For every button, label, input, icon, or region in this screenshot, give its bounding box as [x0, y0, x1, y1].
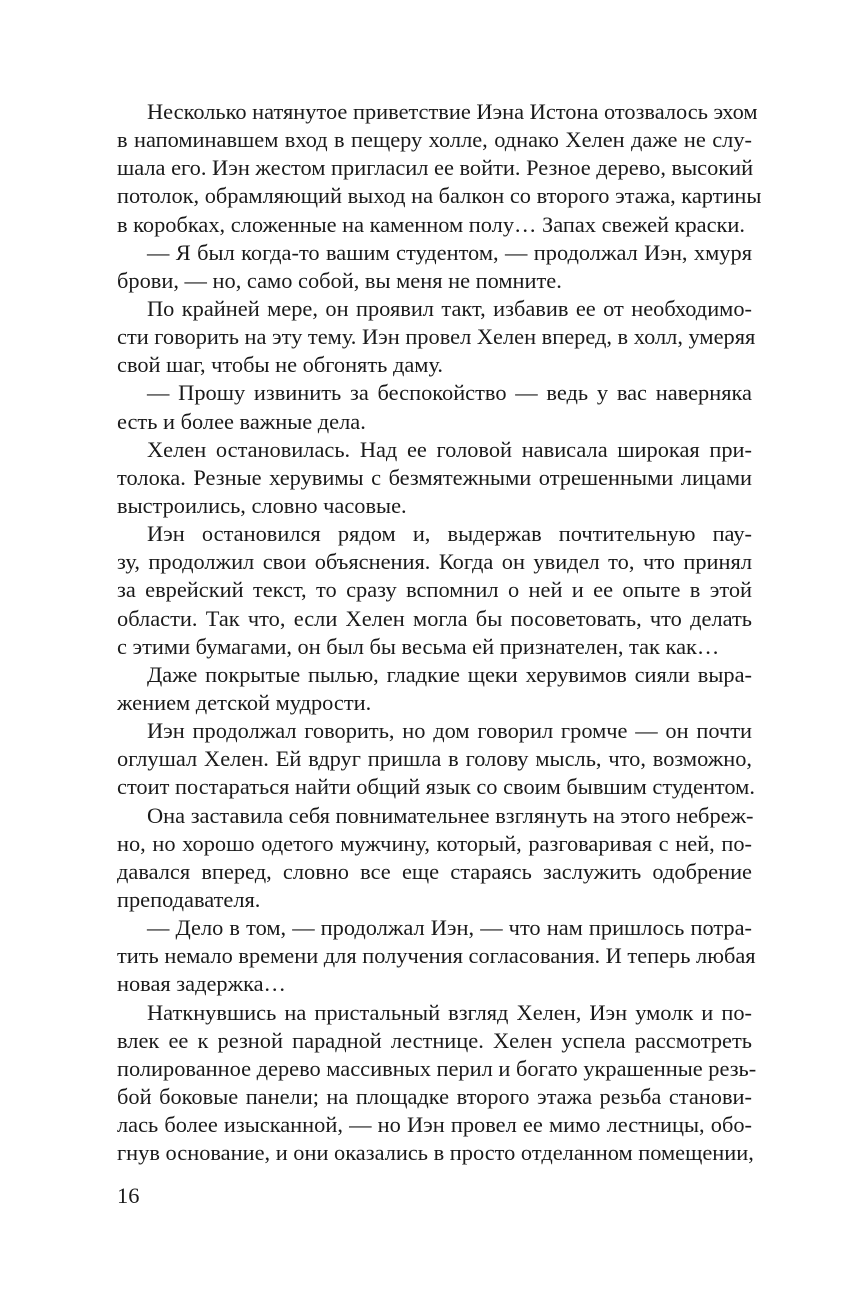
text-line: — Я был когда-то вашим студентом, — продолжал Иэн, хмуря	[147, 239, 752, 265]
paragraph	[117, 914, 756, 998]
text-line: есть и более важные дела.	[117, 408, 366, 434]
text-line: зу, продолжил свои объяснения. Когда он увидел то, что принял	[117, 549, 752, 575]
book-page-body	[117, 98, 762, 1167]
text-line: потолок, обрамляющий выход на балкон со второго этажа, картины	[117, 183, 762, 209]
text-line: но, но хорошо одетого мужчину, который, разговаривая с ней, по-	[117, 830, 752, 856]
paragraph	[117, 436, 752, 520]
text-line: в коробках, сложенные на каменном полу… Запах свежей краски.	[117, 211, 745, 237]
text-line: влек ее к резной парадной лестнице. Хелен успела рассмотреть	[117, 1027, 752, 1053]
text-line: Хелен остановилась. Над ее головой нависала широкая при-	[147, 436, 752, 462]
text-line: тить немало времени для получения согласования. И теперь любая	[117, 943, 756, 969]
text-line: стоит постараться найти общий язык со своим бывшим студентом.	[117, 774, 755, 800]
paragraph	[117, 661, 752, 717]
text-line: Даже покрытые пылью, гладкие щеки херувимов сияли выра-	[147, 661, 752, 687]
text-line: Несколько натянутое приветствие Иэна Истона отозвалось эхом	[147, 99, 758, 124]
text-line: — Прошу извинить за беспокойство — ведь у вас наверняка	[147, 380, 752, 406]
paragraph	[117, 999, 757, 1168]
text-line: Иэн продолжал говорить, но дом говорил громче — он почти	[147, 718, 752, 744]
text-line: Наткнувшись на пристальный взгляд Хелен, Иэн умолк и по-	[147, 999, 752, 1025]
text-line: преподавателя.	[117, 886, 261, 912]
paragraph	[117, 295, 756, 379]
paragraph	[117, 717, 755, 801]
text-line: гнув основание, и они оказались в просто отделанном помещении,	[117, 1140, 754, 1166]
text-line: бой боковые панели; на площадке второго этажа резьба станови-	[117, 1083, 752, 1109]
text-line: новая задержка…	[117, 971, 286, 997]
text-line: области. Так что, если Хелен могла бы посоветовать, что делать	[117, 605, 752, 631]
text-line: брови, — но, само собой, вы меня не помните.	[117, 267, 562, 293]
text-line: оглушал Хелен. Ей вдруг пришла в голову мысль, что, возможно,	[117, 746, 752, 772]
text-line: давался вперед, словно все еще стараясь заслужить одобрение	[117, 858, 752, 884]
text-line: свой шаг, чтобы не обгонять даму.	[117, 352, 443, 378]
text-line: лась более изысканной, — но Иэн провел ее мимо лестницы, обо-	[117, 1112, 752, 1138]
text-line: в напоминавшем вход в пещеру холле, однако Хелен даже не слу-	[117, 127, 752, 153]
text-line: — Дело в том, — продолжал Иэн, — что нам пришлось потра-	[147, 915, 752, 941]
paragraph	[117, 520, 752, 661]
text-line: полированное дерево массивных перил и богато украшенные резь-	[117, 1055, 757, 1081]
paragraph	[117, 239, 752, 295]
text-line: выстроились, словно часовые.	[117, 492, 407, 518]
text-line: с этими бумагами, он был бы весьма ей признателен, так как…	[117, 633, 720, 659]
page-number: 16	[117, 1183, 140, 1208]
text-line: Она заставила себя повнимательнее взглянуть на этого небреж-	[147, 802, 754, 828]
paragraph	[117, 379, 752, 435]
text-line: шала его. Иэн жестом пригласил ее войти. Резное дерево, высокий	[117, 155, 754, 181]
paragraph	[117, 802, 752, 915]
text-line: Иэн остановился рядом и, выдержав почтительную пау-	[147, 521, 752, 547]
text-line: толока. Резные херувимы с безмятежными отрешенными лицами	[117, 464, 752, 490]
text-line: за еврейский текст, то сразу вспомнил о ней и ее опыте в этой	[117, 577, 752, 603]
paragraph	[117, 98, 762, 239]
text-line: По крайней мере, он проявил такт, избавив ее от необходимо-	[147, 295, 752, 321]
text-line: жением детской мудрости.	[117, 689, 372, 715]
text-line: сти говорить на эту тему. Иэн провел Хелен вперед, в холл, умеряя	[117, 324, 756, 350]
